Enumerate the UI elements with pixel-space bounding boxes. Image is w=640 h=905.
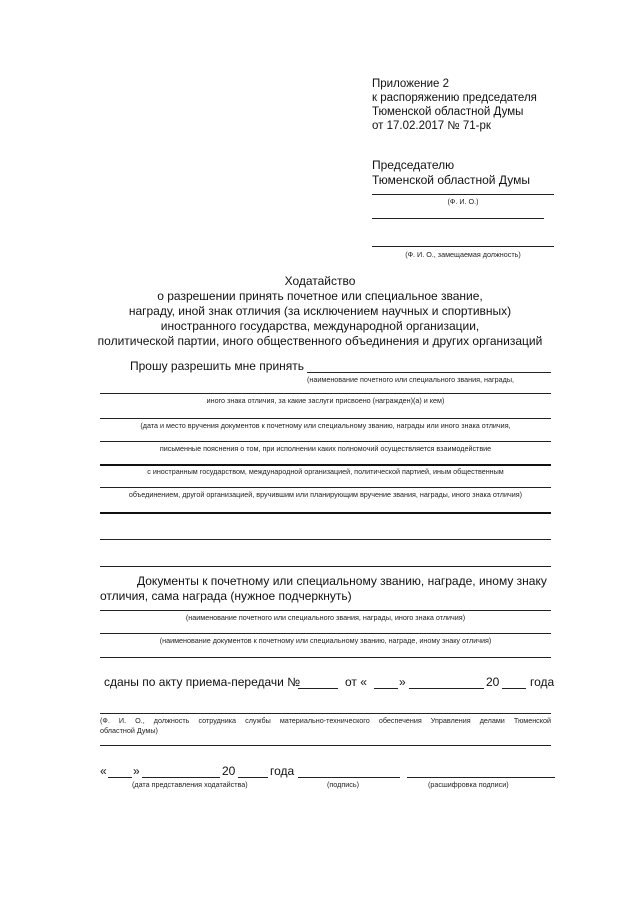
signature-sign-line [298, 777, 400, 778]
sender-position-hint: (Ф. И. О., замещаемая должность) [405, 250, 521, 259]
signature-decode-line [407, 777, 555, 778]
appendix-date-number: от 17.02.2017 № 71-рк [372, 120, 491, 132]
sender-line-1 [372, 218, 544, 219]
signature-close-quote: » [133, 764, 140, 778]
request-line-2 [100, 393, 551, 394]
request-line-3 [100, 418, 551, 419]
request-line-5 [100, 464, 551, 466]
request-line-6 [100, 487, 551, 488]
documents-hint-1: (наименование почетного или специального звания, награды, иного знака отличия) [185, 613, 466, 622]
addressee-title: Председателю [372, 158, 455, 172]
request-line-4 [100, 441, 551, 442]
transfer-line-2 [100, 745, 551, 746]
transfer-day-line [374, 688, 398, 689]
addressee-fio-hint: (Ф. И. О.) [447, 197, 479, 206]
signature-sign-hint: (подпись) [327, 780, 359, 789]
request-text: Прошу разрешить мне принять [130, 359, 305, 373]
transfer-year-line [502, 688, 526, 689]
signature-year-suffix: года [270, 764, 295, 778]
signature-day-line [108, 777, 132, 778]
request-hint-5: с иностранным государством, международной организацией, политической партией, иным общественным [147, 467, 504, 476]
request-line-9 [100, 566, 551, 567]
request-hint-1: (наименование почетного или специального звания, награды, [307, 375, 514, 384]
transfer-close-quote: » [399, 675, 406, 689]
transfer-from-label: от « [345, 675, 367, 689]
request-hint-4: письменные пояснения о том, при исполнении каких полномочий осуществляется взаимодействие [159, 444, 492, 453]
petition-subtitle-2: награду, иной знак отличия (за исключением научных и спортивных) [128, 304, 512, 318]
signature-year-line [238, 777, 268, 778]
appendix-organization: Тюменской областной Думы [372, 106, 524, 118]
transfer-hint-1: (Ф. И. О., должность сотрудника службы материально-технического обеспечения Управления делами Тюменской [100, 716, 551, 725]
request-input-line [307, 372, 551, 373]
petition-subtitle-3: иностранного государства, международной организации, [160, 319, 480, 333]
request-hint-2: иного знака отличия, за какие заслуги присвоено (награжден)(а) и кем) [206, 396, 445, 405]
transfer-year-suffix: года [530, 675, 555, 689]
transfer-employee-line [100, 713, 551, 714]
petition-subtitle-4: политической партии, иного общественного объединения и других организаций [97, 334, 543, 348]
documents-text-2: отличия, сама награда (нужное подчеркнуть) [100, 589, 352, 603]
signature-date-hint: (дата представления ходатайства) [132, 780, 248, 789]
transfer-text: сданы по акту приема-передачи № [104, 675, 301, 689]
appendix-order-ref: к распоряжению председателя [372, 92, 537, 104]
signature-decode-hint: (расшифровка подписи) [428, 780, 509, 789]
addressee-fio-line [372, 194, 554, 195]
request-hint-6: объединением, другой организацией, вручившим или планирующим вручение звания, награды, иного знака отличия) [128, 490, 523, 499]
documents-hint-2: (наименование документов к почетному или специальному званию, награде, иному знаку отличия) [159, 636, 492, 645]
signature-year-prefix: 20 [222, 764, 236, 778]
addressee-organization: Тюменской областной Думы [372, 173, 530, 187]
request-hint-3: (дата и место вручения документов к почетному или специальному званию, награды или иного знака отличия, [140, 421, 511, 430]
documents-line-2 [100, 633, 551, 634]
transfer-month-line [409, 688, 484, 689]
appendix-title: Приложение 2 [372, 78, 450, 90]
request-line-8 [100, 539, 551, 540]
signature-month-line [142, 777, 220, 778]
documents-line-1 [100, 610, 551, 611]
request-line-7 [100, 512, 551, 514]
documents-line-3 [100, 657, 551, 658]
signature-open-quote: « [100, 764, 107, 778]
petition-title: Ходатайство [284, 274, 356, 288]
transfer-number-line [298, 688, 338, 689]
transfer-hint-2: областной Думы) [100, 726, 158, 735]
transfer-year-prefix: 20 [486, 675, 500, 689]
documents-text-1: Документы к почетному или специальному званию, награде, иному знаку [137, 574, 547, 588]
petition-subtitle-1: о разрешении принять почетное или специальное звание, [157, 289, 483, 303]
sender-line-2 [372, 246, 554, 247]
